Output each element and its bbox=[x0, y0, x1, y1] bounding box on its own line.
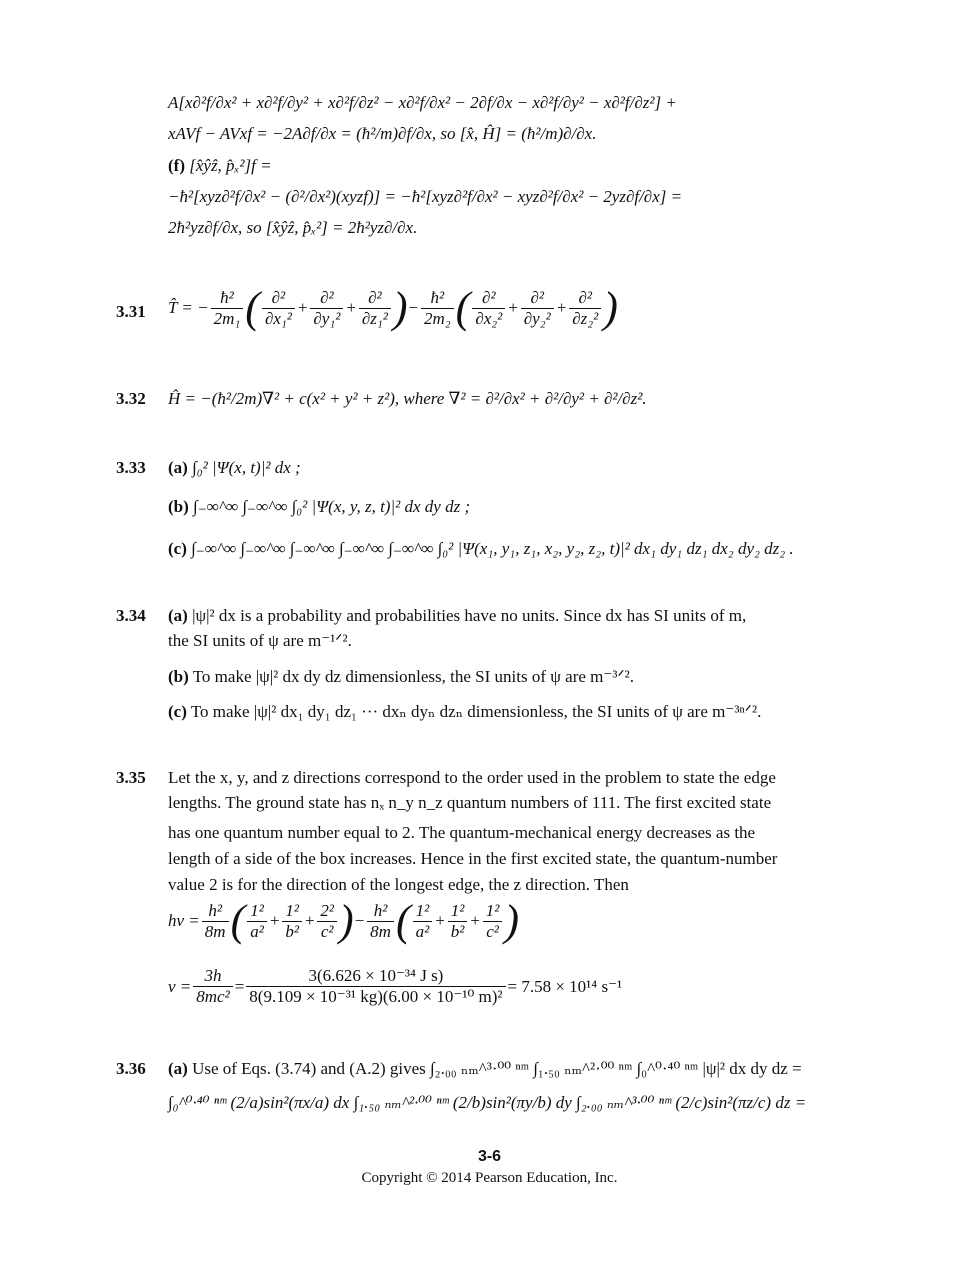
equation-line: −ħ²[xyz∂²f/∂x² − (∂²/∂x²)(xyzf)] = −ħ²[xyz∂²f/∂x² − xyz∂²f/∂x² − 2yz∂f/∂x] = bbox=[168, 187, 683, 206]
numerator: 3h bbox=[193, 966, 232, 987]
denominator: ∂z₁² bbox=[361, 308, 388, 328]
fraction bbox=[246, 966, 505, 1007]
equation-text: [x̂ŷẑ, p̂ₓ²]f = bbox=[184, 156, 272, 175]
page-number: 3-6 bbox=[477, 1148, 502, 1165]
problem-number: 3.33 bbox=[116, 458, 146, 477]
numerator: ħ² bbox=[211, 288, 244, 309]
body-text: has one quantum number equal to 2. The quantum-mechanical energy decreases as the bbox=[168, 823, 756, 842]
numerator: ∂² bbox=[521, 288, 554, 309]
equation-lhs: hν = bbox=[168, 911, 200, 930]
equation-nu bbox=[168, 966, 622, 1007]
equation-line: Ĥ = −(ħ²/2m)∇² + c(x² + y² + z²), where ∇² = ∂²/∂x² + ∂²/∂y² + ∂²/∂z². bbox=[168, 389, 647, 408]
problem-number: 3.32 bbox=[116, 389, 146, 408]
paren-left: ( bbox=[245, 283, 260, 332]
problem-part bbox=[168, 496, 470, 518]
paren-right: ) bbox=[603, 283, 618, 332]
equation-text: ∫₋∞^∞ ∫₋∞^∞ ∫₋∞^∞ ∫₋∞^∞ ∫₋∞^∞ ∫₀² |Ψ(x₁, y₁, z₁, x₂, y₂, z₂, t)|² dx₁ dy₁ dz₁ dx₂ dy₂ dz₂ . bbox=[186, 539, 794, 558]
part-label: (b) bbox=[168, 497, 189, 516]
numerator: 2² bbox=[317, 901, 337, 922]
fraction bbox=[193, 966, 232, 1007]
fraction bbox=[569, 288, 601, 329]
paren-left: ( bbox=[395, 896, 411, 945]
body-text: value 2 is for the direction of the longest edge, the z direction. Then bbox=[168, 875, 629, 894]
problem-part bbox=[168, 605, 746, 627]
copyright-notice: Copyright © 2014 Pearson Education, Inc. bbox=[361, 1170, 618, 1186]
part-label: (b) bbox=[168, 667, 189, 686]
problem-number: 3.35 bbox=[116, 768, 146, 787]
problem-part bbox=[168, 666, 634, 688]
denominator: ∂x₁² bbox=[264, 308, 292, 328]
equation-h-nu: hν = $\frac{\text{h²}}{8m}$ ( $\frac{\text{1²}}{\text{a²}}$ + $\frac{\text{1²}}{\text{b²}}$ + $\frac{\text{2²}}{\text{c²}}$ ) − $\frac{\text{h²}}{8m}$ ( $\frac{\text{1²}}{\text{a²}}$ + $\frac{\text{1²}}{\text{b²}}$ + $\frac{\text{1²}}{\text{c²}}$ ) bbox=[168, 896, 520, 945]
numerator: ħ² bbox=[421, 288, 454, 309]
minus-sign: − bbox=[353, 911, 366, 930]
denominator: a² bbox=[415, 921, 430, 941]
denominator: 2m₁ bbox=[213, 308, 241, 328]
denominator: a² bbox=[250, 921, 264, 941]
denominator: c² bbox=[486, 921, 499, 941]
fraction bbox=[521, 288, 554, 329]
numerator: 1² bbox=[483, 901, 503, 922]
problem-part bbox=[168, 538, 794, 560]
equation-line: A[x∂²f/∂x² + x∂²f/∂y² + x∂²f/∂z² − x∂²f/∂x² − 2∂f/∂x − x∂²f/∂y² − x∂²f/∂z²] + bbox=[168, 93, 677, 112]
paren-left: ( bbox=[230, 896, 246, 945]
fraction bbox=[448, 901, 468, 942]
denominator: ∂y₂² bbox=[523, 308, 551, 328]
part-label: (a) bbox=[168, 606, 188, 625]
problem-number: 3.34 bbox=[116, 606, 146, 625]
fraction bbox=[367, 901, 394, 942]
denominator: 8(9.109 × 10⁻³¹ kg)(6.00 × 10⁻¹⁰ m)² bbox=[249, 987, 503, 1006]
body-text: lengths. The ground state has nₓ n_y n_z quantum numbers of 111. The first excited state bbox=[168, 793, 772, 812]
numerator: 1² bbox=[448, 901, 468, 922]
equation-lhs: T̂ = − bbox=[168, 298, 209, 317]
denominator: b² bbox=[450, 921, 465, 941]
denominator: ∂z₂² bbox=[572, 308, 599, 328]
problem-number: 3.36 bbox=[116, 1059, 146, 1078]
denominator: 8m bbox=[370, 921, 391, 941]
fraction bbox=[317, 901, 337, 942]
numerator: h² bbox=[202, 901, 229, 922]
problem-part bbox=[168, 701, 761, 723]
denominator: b² bbox=[285, 921, 299, 941]
denominator: c² bbox=[320, 921, 334, 941]
denominator: ∂y₁² bbox=[313, 308, 341, 328]
equation-line: 2ħ²yz∂f/∂x, so [x̂ŷẑ, p̂ₓ²] = 2ħ²yz∂/∂x. bbox=[168, 218, 418, 237]
numerator: ∂² bbox=[310, 288, 343, 309]
part-label: (f) bbox=[168, 156, 185, 175]
denominator: 8mc² bbox=[196, 987, 230, 1006]
numerator: 1² bbox=[247, 901, 267, 922]
part-label: (c) bbox=[168, 702, 187, 721]
part-label: (a) bbox=[168, 1059, 188, 1078]
numerator: ∂² bbox=[569, 288, 601, 309]
fraction bbox=[211, 288, 244, 329]
numerator: 1² bbox=[282, 901, 302, 922]
numerator: ∂² bbox=[472, 288, 505, 309]
fraction bbox=[472, 288, 505, 329]
body-text: the SI units of ψ are m⁻¹ᐟ². bbox=[168, 631, 352, 650]
denominator: 8m bbox=[204, 921, 226, 941]
fraction bbox=[483, 901, 503, 942]
numerator: ∂² bbox=[359, 288, 391, 309]
problem-part bbox=[168, 457, 301, 479]
body-text: length of a side of the box increases. Hence in the first excited state, the quantum-number bbox=[168, 849, 778, 868]
fraction bbox=[310, 288, 343, 329]
problem-number: 3.31 bbox=[116, 302, 146, 321]
fraction bbox=[421, 288, 454, 329]
paren-right: ) bbox=[504, 896, 520, 945]
numerator: ∂² bbox=[262, 288, 295, 309]
equation-text: ∫₋∞^∞ ∫₋∞^∞ ∫₀² |Ψ(x, y, z, t)|² dx dy dz ; bbox=[188, 497, 471, 516]
equals-sign: = bbox=[234, 976, 245, 996]
equation-line: ∫₀^⁰·⁴⁰ ⁿᵐ (2/a)sin²(πx/a) dx ∫₁.₅₀ ₙₘ^²·⁰⁰ ⁿᵐ (2/b)sin²(πy/b) dy ∫₂.₀₀ ₙₘ^³·⁰⁰ ⁿᵐ (2/c)sin²(πz/c) dz = bbox=[168, 1093, 807, 1112]
body-text: To make |ψ|² dx₁ dy₁ dz₁ ··· dxₙ dyₙ dzₙ dimensionless, the SI units of ψ are m⁻³ⁿᐟ². bbox=[186, 702, 762, 721]
equation-lhs: ν = bbox=[168, 976, 192, 996]
paren-right: ) bbox=[392, 283, 408, 332]
fraction bbox=[282, 901, 302, 942]
denominator: 2m₂ bbox=[423, 308, 451, 328]
minus-sign: − bbox=[407, 298, 419, 317]
part-label: (c) bbox=[168, 539, 187, 558]
body-text: Use of Eqs. (3.74) and (A.2) gives ∫₂.₀₀ ₙₘ^³·⁰⁰ ⁿᵐ ∫₁.₅₀ ₙₘ^²·⁰⁰ ⁿᵐ ∫₀^⁰·⁴⁰ ⁿᵐ |ψ|² dx dy dz = bbox=[187, 1059, 802, 1078]
equation-text: ∫₀² |Ψ(x, t)|² dx ; bbox=[187, 458, 301, 477]
problem-part bbox=[168, 1058, 802, 1080]
fraction bbox=[359, 288, 391, 329]
equation-line bbox=[168, 155, 272, 177]
denominator: ∂x₂² bbox=[475, 308, 503, 328]
part-label: (a) bbox=[168, 458, 188, 477]
equation-line: xAVf − AVxf = −2A∂f/∂x = (ħ²/m)∂f/∂x, so [x̂, Ĥ] = (ħ²/m)∂/∂x. bbox=[168, 124, 597, 143]
equation-3-31: T̂ = − $\frac{\text{ħ²}}{\text{2m₁}}$ ( $\frac{\text{∂²}}{\text{∂x₁²}}$ + $\frac{\text{∂²}}{\text{∂y₁²}}$ + $\frac{\text{∂²}}{\text{∂z₁²}}$ ) − $\frac{\text{ħ²}}{\text{2m₂}}$ ( $\frac{\text{∂²}}{\text{∂x₂²}}$ + $\frac{\text{∂²}}{\text{∂y₂²}}$ + $\frac{\text{∂²}}{\text{∂z₂²}}$ ) bbox=[168, 283, 618, 332]
fraction bbox=[202, 901, 229, 942]
fraction bbox=[262, 288, 295, 329]
numerator: 1² bbox=[413, 901, 433, 922]
fraction bbox=[413, 901, 433, 942]
fraction bbox=[247, 901, 267, 942]
paren-right: ) bbox=[339, 896, 354, 945]
paren-left: ( bbox=[455, 283, 471, 332]
numerator: 3(6.626 × 10⁻³⁴ J s) bbox=[246, 966, 505, 987]
body-text: Let the x, y, and z directions correspond to the order used in the problem to state the edge bbox=[168, 768, 776, 787]
body-text: |ψ|² dx is a probability and probabilities have no units. Since dx has SI units of m, bbox=[187, 606, 747, 625]
result-value: = 7.58 × 10¹⁴ s⁻¹ bbox=[507, 976, 623, 996]
body-text: To make |ψ|² dx dy dz dimensionless, the SI units of ψ are m⁻³ᐟ². bbox=[188, 667, 634, 686]
numerator: h² bbox=[367, 901, 394, 922]
